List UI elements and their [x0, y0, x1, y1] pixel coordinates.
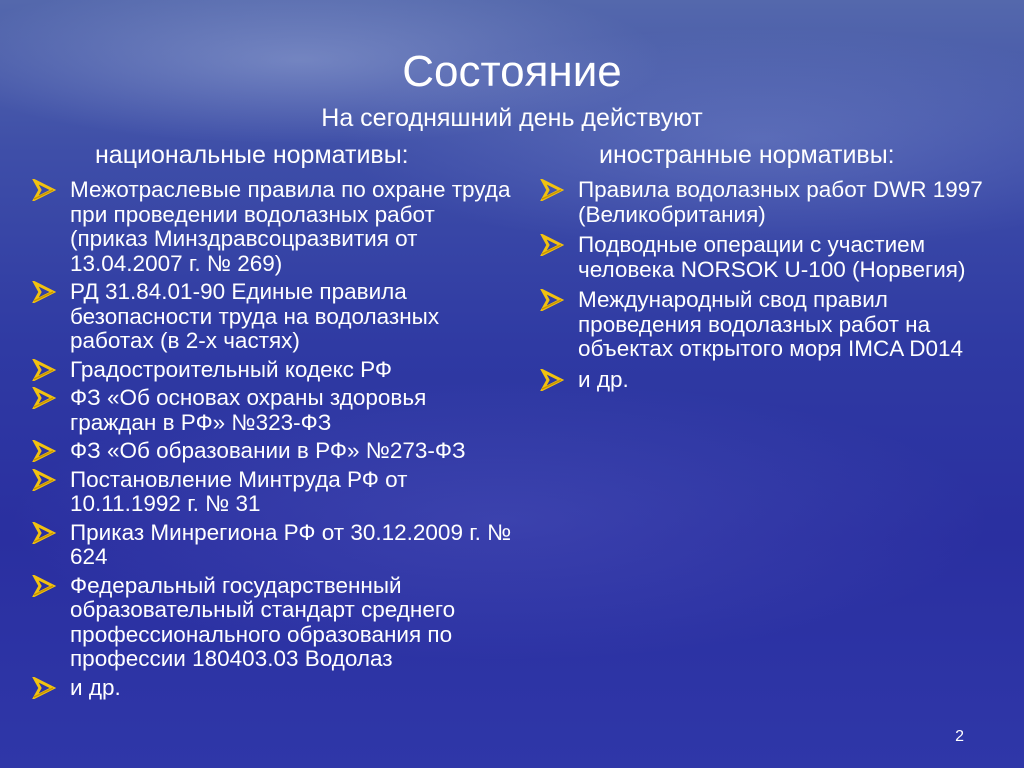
arrow-bullet-icon: [32, 469, 56, 491]
national-standards-heading: национальные нормативы:: [95, 141, 409, 169]
slide-title: Состояние: [402, 47, 622, 96]
arrow-bullet-icon: [32, 677, 56, 699]
foreign-standards-heading: иностранные нормативы:: [599, 141, 895, 169]
slide-subtitle: На сегодняшний день действуют: [321, 104, 703, 132]
list-item: [32, 386, 512, 435]
list-item: [540, 178, 1000, 227]
arrow-bullet-icon: [540, 289, 564, 311]
arrow-bullet-icon: [32, 281, 56, 303]
list-item: [32, 468, 512, 517]
arrow-bullet-icon: [32, 575, 56, 597]
list-item-text: РД 31.84.01-90 Единые правила безопасности труда на водолазных работах (в 2-х частях): [70, 279, 440, 353]
list-item-text: и др.: [70, 674, 121, 700]
list-item: [540, 288, 1000, 362]
arrow-bullet-icon: [540, 179, 564, 201]
list-item: [540, 368, 1000, 393]
list-item-text: Постановление Минтруда РФ от 10.11.1992 г. № 31: [70, 466, 408, 516]
arrow-bullet-icon: [540, 369, 564, 391]
arrow-bullet-icon: [540, 234, 564, 256]
list-item: [32, 439, 512, 464]
arrow-bullet-icon: [32, 440, 56, 462]
list-item-text: ФЗ «Об образовании в РФ» №273-ФЗ: [70, 438, 466, 463]
list-item-text: Подводные операции с участием человека NORSOK U-100 (Норвегия): [578, 232, 966, 282]
list-item: [32, 521, 512, 570]
list-item-text: Федеральный государственный образовательный стандарт среднего профессионального образования по профессии 180403.03 Водолаз: [70, 572, 456, 671]
list-item: [32, 178, 512, 276]
list-item: [32, 574, 512, 672]
arrow-bullet-icon: [32, 359, 56, 381]
list-item: [540, 233, 1000, 282]
arrow-bullet-icon: [32, 522, 56, 544]
list-item-text: Межотраслевые правила по охране труда при проведении водолазных работ (приказ Минздравсоцразвития от 13.04.2007 г. № 269): [70, 177, 511, 276]
list-item-text: Градостроительный кодекс РФ: [70, 356, 393, 382]
page-number: 2: [955, 728, 964, 745]
foreign-standards-list: [540, 178, 1000, 398]
list-item-text: Приказ Минрегиона РФ от 30.12.2009 г. № 624: [70, 519, 512, 569]
list-item-text: Международный свод правил проведения водолазных работ на объектах открытого моря IMCA D014: [578, 287, 964, 361]
arrow-bullet-icon: [32, 387, 56, 409]
arrow-bullet-icon: [32, 179, 56, 201]
list-item-text: и др.: [578, 366, 629, 392]
list-item: [32, 358, 512, 383]
list-item: [32, 280, 512, 354]
national-standards-list: [32, 178, 512, 704]
list-item-text: ФЗ «Об основах охраны здоровья граждан в РФ» №323-ФЗ: [70, 385, 427, 435]
list-item-text: Правила водолазных работ DWR 1997 (Великобритания): [578, 177, 983, 227]
list-item: [32, 676, 512, 701]
